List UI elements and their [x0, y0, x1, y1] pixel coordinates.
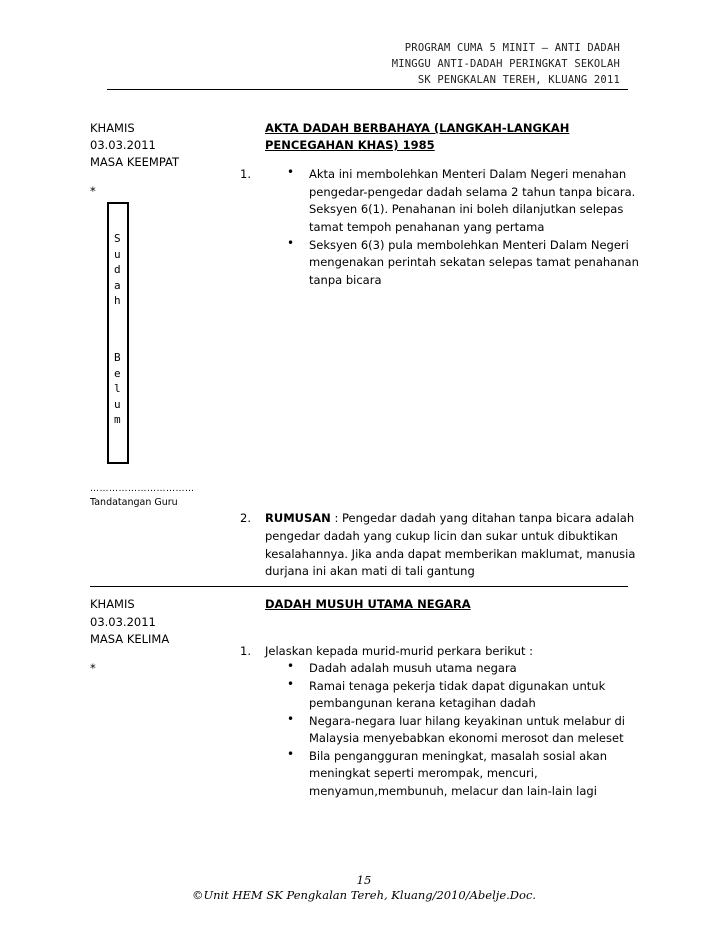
session1-bullet1-line3: Seksyen 6(1). Penahanan ini boleh dilanjutkan selepas: [309, 202, 624, 216]
bullet-icon: •: [287, 659, 295, 673]
status-done-label: S u d a h: [114, 232, 121, 308]
bullet-icon: •: [287, 236, 295, 250]
summary-line-2: pengedar dadah yang cukup licin dan sukar untuk dibuktikan: [265, 529, 618, 543]
session1-bullet1-line4: tamat tempoh penahanan yang pertama: [309, 220, 545, 234]
summary-line-1: RUMUSAN : Pengedar dadah yang ditahan tanpa bicara adalah: [265, 511, 635, 525]
bullet-icon: •: [287, 712, 295, 726]
summary-line-3: kesalahannya. Jika anda dapat memberikan maklumat, manusia: [265, 547, 636, 561]
document-header: [392, 40, 620, 88]
session2-bullet3-line1: Negara-negara luar hilang keyakinan untuk melabur di: [309, 714, 625, 728]
summary-label: RUMUSAN: [265, 511, 331, 525]
session1-bullet2-line1: Seksyen 6(3) pula membolehkan Menteri Dalam Negeri: [309, 238, 629, 252]
session2-bullet3-line2: Malaysia menyebabkan ekonomi merosot dan meleset: [309, 731, 624, 745]
session2-bullet1-line1: Dadah adalah musuh utama negara: [309, 661, 517, 675]
session2-bullet4-line3: menyamun,membunuh, melacur dan lain-lain lagi: [309, 784, 597, 798]
session1-item2-number: 2.: [240, 511, 251, 525]
session1-period: MASA KEEMPAT: [90, 155, 180, 169]
session2-intro: Jelaskan kepada murid-murid perkara berikut :: [265, 644, 534, 658]
signature-label: Tandatangan Guru: [90, 497, 178, 508]
session1-bullet1-line1: Akta ini membolehkan Menteri Dalam Negeri menahan: [309, 167, 627, 181]
session2-bullet2-line2: pembangunan kerana ketagihan dadah: [309, 696, 536, 710]
session2-star: *: [90, 661, 96, 675]
footer-copyright: ©Unit HEM SK Pengkalan Tereh, Kluang/2010/Abelje.Doc.: [191, 888, 537, 902]
session2-bullet4-line1: Bila pengangguran meningkat, masalah sosial akan: [309, 749, 607, 763]
header-divider: [107, 89, 628, 90]
summary-line-4: durjana ini akan mati di tali gantung: [265, 564, 475, 578]
session2-item1-number: 1.: [240, 644, 251, 658]
session2-date: 03.03.2011: [90, 615, 156, 629]
session1-day: KHAMIS: [90, 121, 135, 135]
bullet-icon: •: [287, 677, 295, 691]
session1-date: 03.03.2011: [90, 138, 156, 152]
header-line-2: MINGGU ANTI-DADAH PERINGKAT SEKOLAH: [391, 58, 620, 70]
session1-title-line2: PENCEGAHAN KHAS) 1985: [265, 138, 435, 152]
session2-bullet4-line2: meningkat seperti merompak, mencuri,: [309, 766, 538, 780]
bullet-icon: •: [287, 747, 295, 761]
session2-period: MASA KELIMA: [90, 632, 170, 646]
session1-bullet2-line2: mengenakan perintah sekatan selepas tamat penahanan: [309, 255, 639, 269]
session2-day: KHAMIS: [90, 597, 135, 611]
signature-line: ……………………………: [90, 484, 195, 494]
header-line-1: PROGRAM CUMA 5 MINIT – ANTI DADAH: [404, 42, 620, 54]
section-divider: [90, 586, 628, 587]
session1-star: *: [90, 184, 96, 198]
session1-bullet2-line3: tanpa bicara: [309, 273, 382, 287]
session1-title-line1: AKTA DADAH BERBAHAYA (LANGKAH-LANGKAH: [265, 121, 570, 135]
session1-item1-number: 1.: [240, 167, 251, 181]
status-pending-label: B e l u m: [114, 351, 121, 427]
session2-title: DADAH MUSUH UTAMA NEGARA: [265, 597, 471, 611]
session2-bullet2-line1: Ramai tenaga pekerja tidak dapat digunakan untuk: [309, 679, 606, 693]
session1-bullet1-line2: pengedar-pengedar dadah selama 2 tahun tanpa bicara.: [309, 185, 636, 199]
header-line-3: SK PENGKALAN TEREH, KLUANG 2011: [417, 74, 620, 86]
bullet-icon: •: [287, 165, 295, 179]
page-number: 15: [356, 873, 372, 887]
